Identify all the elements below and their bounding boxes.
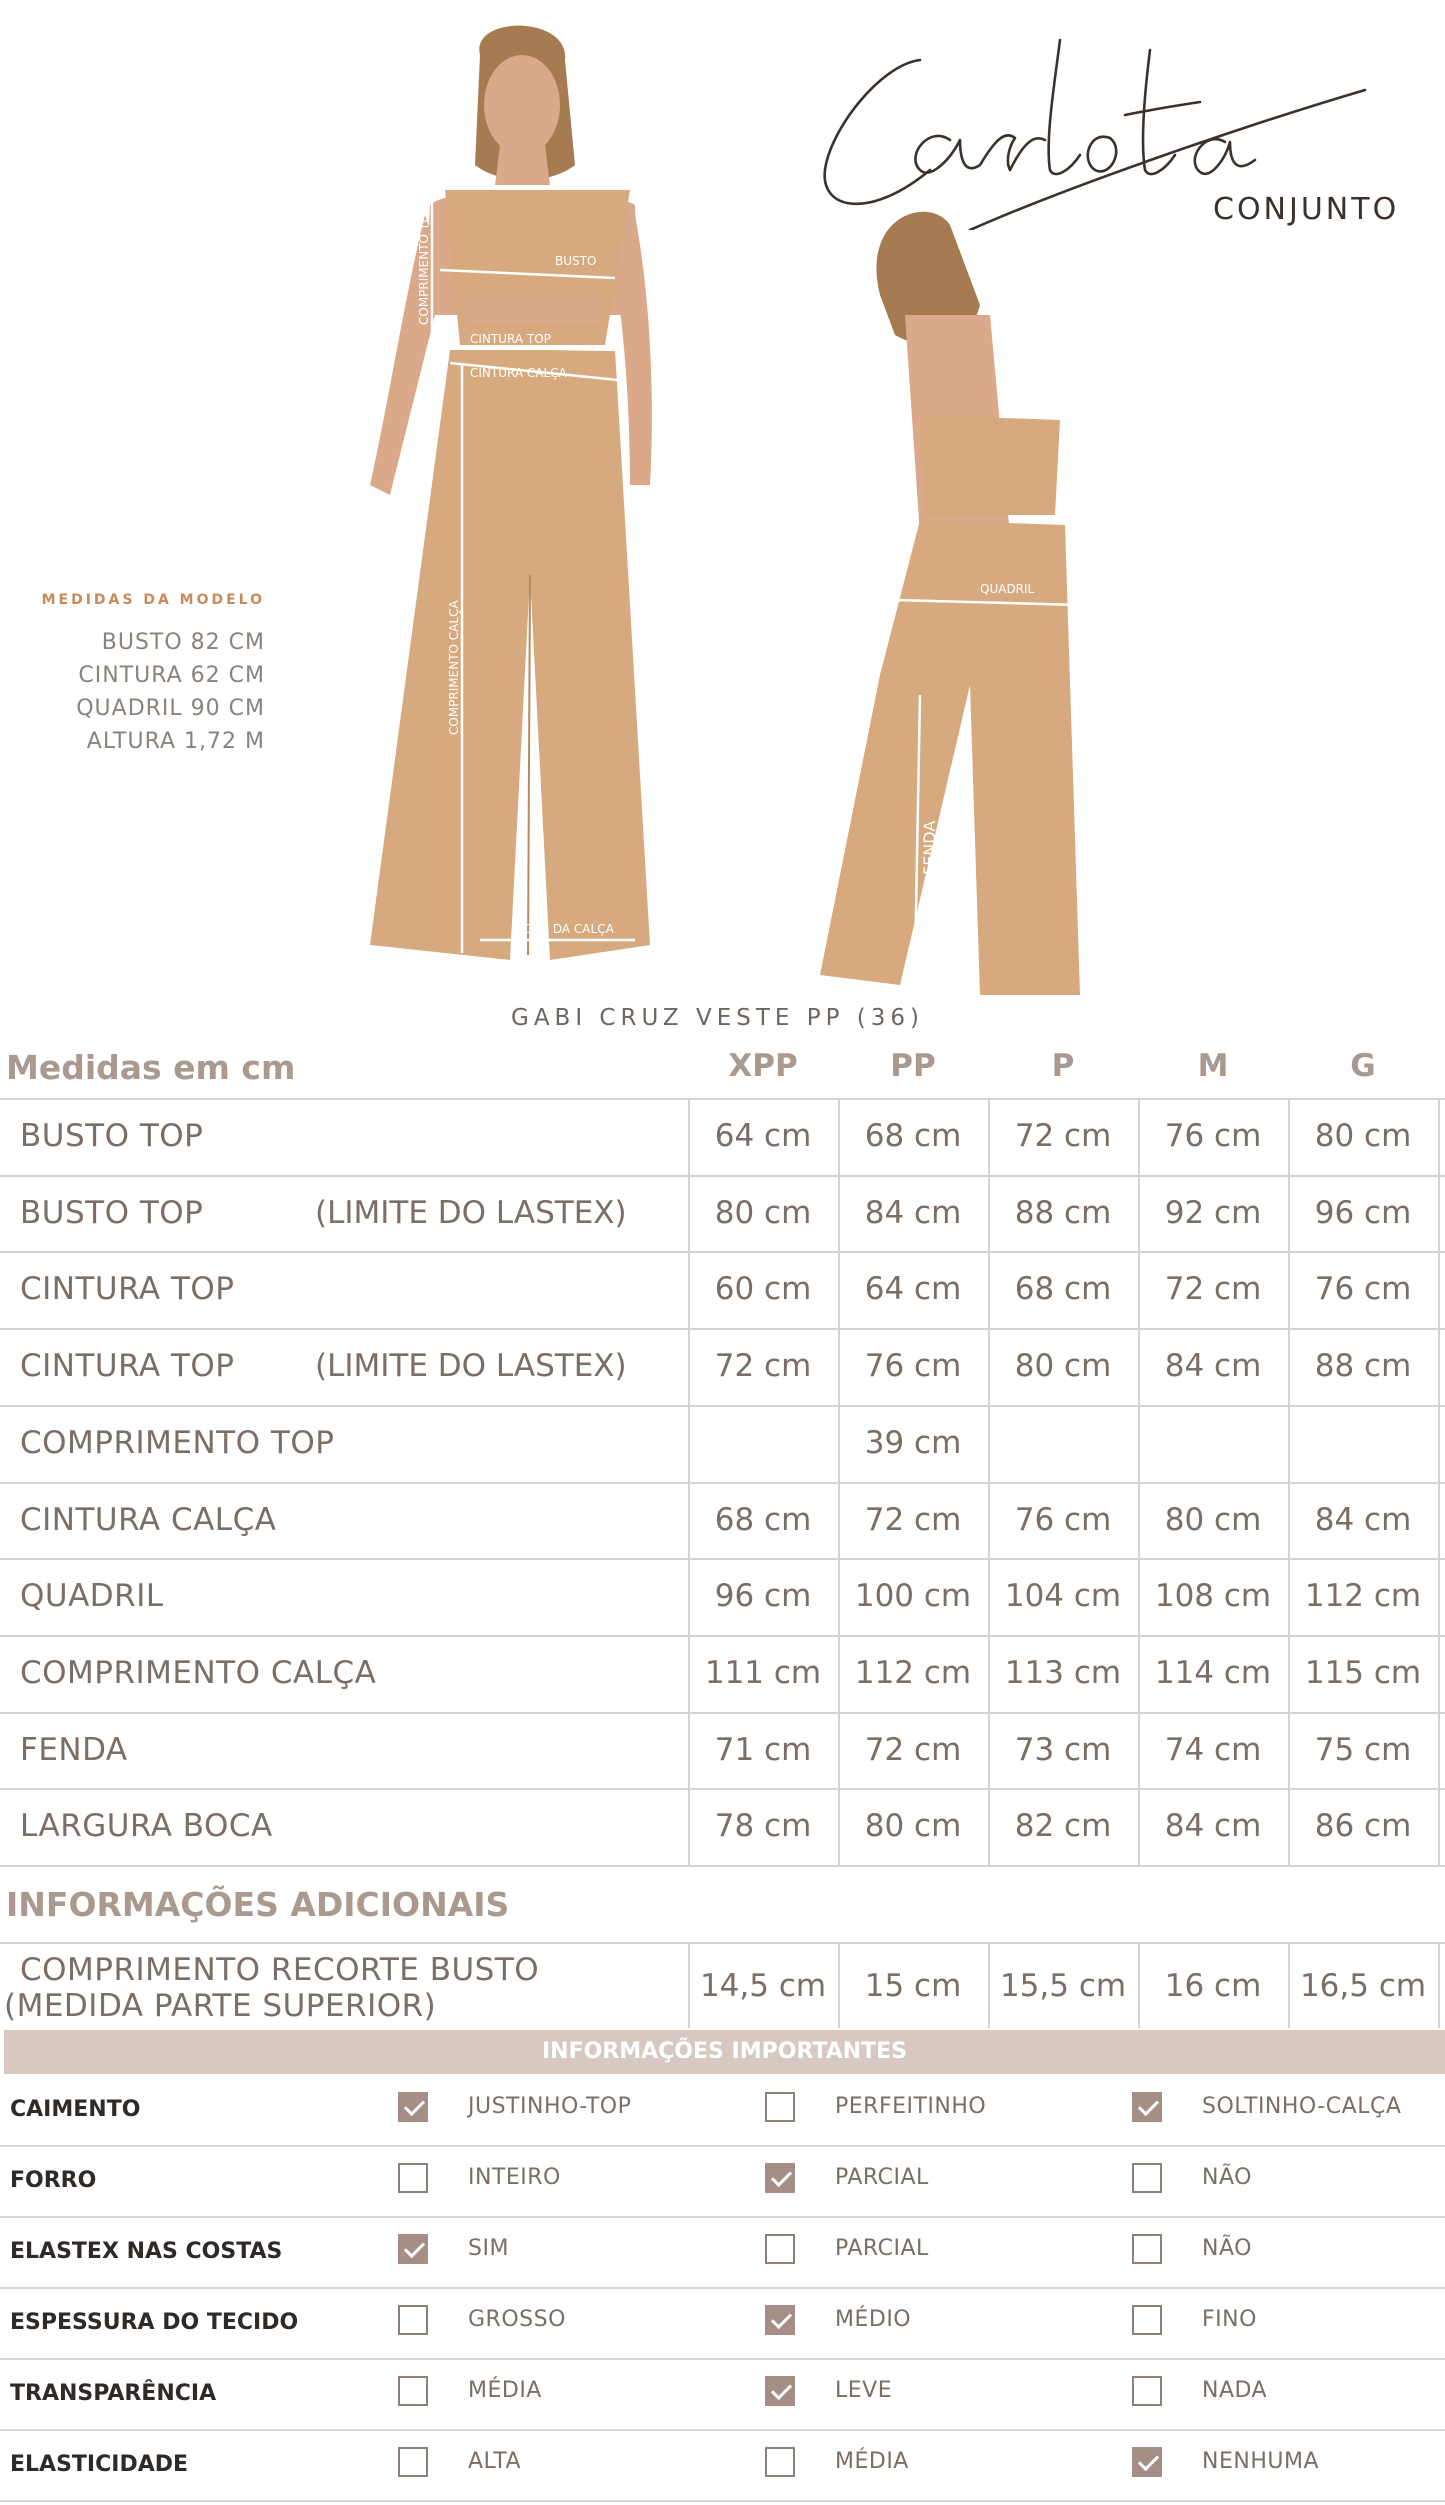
column-divider (1138, 1330, 1140, 1407)
row-cell: 72 cm (864, 1731, 962, 1768)
important-row-key: ESPESSURA DO TECIDO (10, 2310, 299, 2335)
column-divider (688, 1714, 690, 1791)
additional-info-title: INFORMAÇÕES ADICIONAIS (6, 1885, 510, 1924)
column-divider (1138, 1944, 1140, 2028)
column-divider (1138, 1714, 1140, 1791)
unchecked-checkbox[interactable] (398, 2447, 428, 2477)
row-cell: 115 cm (1304, 1654, 1422, 1691)
column-divider (1288, 1100, 1290, 1177)
row-cell: 92 cm (1164, 1194, 1262, 1231)
column-divider (988, 1177, 990, 1254)
column-divider (988, 1484, 990, 1561)
column-divider (1438, 1714, 1440, 1791)
unchecked-checkbox[interactable] (765, 2447, 795, 2477)
additional-row-label: COMPRIMENTO RECORTE BUSTO (20, 1952, 540, 1988)
unchecked-checkbox[interactable] (765, 2234, 795, 2264)
column-divider (1138, 1637, 1140, 1714)
row-cell: 73 cm (1014, 1731, 1112, 1768)
row-cell: 88 cm (1014, 1194, 1112, 1231)
row-cell: 64 cm (714, 1118, 812, 1154)
column-divider (1438, 1330, 1440, 1407)
column-divider (1438, 1560, 1440, 1637)
hero-section (0, 0, 1445, 1030)
important-row-key: FORRO (10, 2168, 97, 2193)
row-cell: 100 cm (854, 1578, 972, 1615)
option-label: PARCIAL (835, 2236, 929, 2261)
table-row (0, 1405, 1445, 1484)
option-label: MÉDIO (835, 2307, 912, 2332)
column-divider (988, 1407, 990, 1484)
important-row (0, 2217, 1445, 2289)
row-cell: 96 cm (714, 1578, 812, 1615)
column-divider (838, 1484, 840, 1561)
column-divider (1288, 1790, 1290, 1867)
option-label: PARCIAL (835, 2165, 929, 2190)
unchecked-checkbox[interactable] (398, 2163, 428, 2193)
size-header-pp: PP (890, 1048, 936, 1084)
column-divider (838, 1407, 840, 1484)
row-cell: 76 cm (864, 1348, 962, 1385)
option-label: PERFEITINHO (835, 2094, 987, 2119)
column-divider (688, 1253, 690, 1330)
label-fenda: FENDA (920, 820, 939, 875)
option-label: MÉDIA (468, 2378, 542, 2403)
column-divider (1288, 1484, 1290, 1561)
column-divider (988, 1637, 990, 1714)
row-cell: 80 cm (864, 1808, 962, 1845)
row-cell: 64 cm (864, 1271, 962, 1308)
column-divider (688, 1407, 690, 1484)
column-divider (1138, 1100, 1140, 1177)
column-divider (688, 1637, 690, 1714)
column-divider (988, 1944, 990, 2028)
row-cell: 82 cm (1014, 1808, 1112, 1845)
unchecked-checkbox[interactable] (1132, 2163, 1162, 2193)
important-row-key: ELASTICIDADE (10, 2452, 189, 2477)
table-row (0, 1635, 1445, 1714)
column-divider (1138, 1484, 1140, 1561)
column-divider (1438, 1790, 1440, 1867)
row-label: FENDA (20, 1731, 128, 1768)
column-divider (1288, 1407, 1290, 1484)
important-row-key: TRANSPARÊNCIA (10, 2381, 217, 2406)
row-cell: 86 cm (1314, 1808, 1412, 1845)
unchecked-checkbox[interactable] (765, 2092, 795, 2122)
column-divider (1138, 1253, 1140, 1330)
table-row (0, 1712, 1445, 1791)
model-photo-front (350, 15, 710, 985)
column-divider (1438, 1484, 1440, 1561)
option-label: SOLTINHO-CALÇA (1202, 2094, 1402, 2119)
table-row (0, 1558, 1445, 1637)
additional-row-cell: 16 cm (1164, 1968, 1262, 2004)
important-row (0, 2146, 1445, 2218)
column-divider (1288, 1714, 1290, 1791)
size-table-title: Medidas em cm (6, 1048, 296, 1087)
column-divider (1288, 1253, 1290, 1330)
row-sublabel: (LIMITE DO LASTEX) (315, 1348, 627, 1385)
column-divider (988, 1790, 990, 1867)
column-divider (1438, 1944, 1440, 2028)
row-cell: 76 cm (1014, 1501, 1112, 1538)
row-label: BUSTO TOP (20, 1118, 204, 1154)
model-measures-title: MEDIDAS DA MODELO (41, 592, 265, 608)
column-divider (688, 1100, 690, 1177)
column-divider (1288, 1944, 1290, 2028)
checked-checkbox[interactable] (765, 2305, 795, 2335)
column-divider (1438, 1100, 1440, 1177)
option-label: MÉDIA (835, 2449, 909, 2474)
row-sublabel: (LIMITE DO LASTEX) (315, 1194, 627, 1231)
column-divider (1138, 1407, 1140, 1484)
unchecked-checkbox[interactable] (1132, 2234, 1162, 2264)
row-cell: 114 cm (1154, 1654, 1272, 1691)
row-cell: 72 cm (1014, 1118, 1112, 1154)
column-divider (1438, 1637, 1440, 1714)
model-measure-busto: BUSTO 82 CM (101, 630, 265, 655)
row-cell: 60 cm (714, 1271, 812, 1308)
label-boca-da-calca: BOCA DA CALÇA (515, 922, 614, 936)
row-cell: 80 cm (1014, 1348, 1112, 1385)
column-divider (1438, 1407, 1440, 1484)
row-cell: 76 cm (1164, 1118, 1262, 1154)
column-divider (838, 1330, 840, 1407)
row-cell: 74 cm (1164, 1731, 1262, 1768)
row-label: COMPRIMENTO CALÇA (20, 1654, 377, 1691)
row-cell: 71 cm (714, 1731, 812, 1768)
row-cell: 84 cm (1314, 1501, 1412, 1538)
row-cell: 108 cm (1154, 1578, 1272, 1615)
important-row-key: ELASTEX NAS COSTAS (10, 2239, 283, 2264)
model-measure-cintura: CINTURA 62 CM (78, 663, 265, 688)
row-cell: 68 cm (714, 1501, 812, 1538)
table-row (0, 1328, 1445, 1407)
column-divider (688, 1177, 690, 1254)
table-row (0, 1482, 1445, 1561)
label-comprimento-top: COMPRIMENTO TOP (417, 206, 431, 325)
label-cintura-calca: CINTURA CALÇA (470, 366, 567, 380)
column-divider (988, 1330, 990, 1407)
size-header-p: P (1051, 1048, 1075, 1084)
column-divider (1138, 1177, 1140, 1254)
unchecked-checkbox[interactable] (1132, 2305, 1162, 2335)
column-divider (838, 1100, 840, 1177)
additional-row-cell: 15 cm (864, 1968, 962, 2004)
column-divider (1288, 1330, 1290, 1407)
row-cell: 68 cm (864, 1118, 962, 1154)
label-busto: BUSTO (555, 254, 597, 268)
size-header-xpp: XPP (728, 1048, 798, 1084)
option-label: LEVE (835, 2378, 893, 2403)
row-cell: 113 cm (1004, 1654, 1122, 1691)
row-cell: 72 cm (1164, 1271, 1262, 1308)
checked-checkbox[interactable] (1132, 2092, 1162, 2122)
row-cell: 84 cm (1164, 1348, 1262, 1385)
column-divider (838, 1790, 840, 1867)
table-row (0, 1251, 1445, 1330)
row-label: CINTURA TOP (20, 1348, 235, 1385)
column-divider (988, 1100, 990, 1177)
row-cell: 72 cm (864, 1501, 962, 1538)
option-label: ALTA (468, 2449, 522, 2474)
column-divider (838, 1177, 840, 1254)
size-header-m: M (1197, 1048, 1229, 1084)
additional-info-row (0, 1942, 1445, 2028)
important-row (0, 2430, 1445, 2502)
row-cell: 75 cm (1314, 1731, 1412, 1768)
row-label: BUSTO TOP (20, 1194, 204, 1231)
row-cell: 112 cm (854, 1654, 972, 1691)
column-divider (1138, 1790, 1140, 1867)
row-cell: 84 cm (1164, 1808, 1262, 1845)
checked-checkbox[interactable] (765, 2163, 795, 2193)
size-header-g: G (1350, 1048, 1376, 1084)
label-quadril: QUADRIL (980, 582, 1035, 596)
size-table-header (0, 1040, 1445, 1096)
column-divider (688, 1484, 690, 1561)
row-cell: 76 cm (1314, 1271, 1412, 1308)
label-comprimento-calca: COMPRIMENTO CALÇA (447, 600, 461, 735)
option-label: GROSSO (468, 2307, 566, 2332)
model-measure-altura: ALTURA 1,72 M (86, 729, 265, 754)
column-divider (688, 1560, 690, 1637)
column-divider (988, 1560, 990, 1637)
row-cell: 104 cm (1004, 1578, 1122, 1615)
table-bottom-border (0, 1865, 1445, 1867)
column-divider (1288, 1560, 1290, 1637)
additional-row-cell: 16,5 cm (1299, 1968, 1427, 2004)
option-label: JUSTINHO-TOP (468, 2094, 632, 2119)
important-row (0, 2075, 1445, 2147)
column-divider (1438, 1177, 1440, 1254)
column-divider (838, 1637, 840, 1714)
column-divider (838, 1714, 840, 1791)
additional-row-cell: 15,5 cm (999, 1968, 1127, 2004)
table-row (0, 1788, 1445, 1867)
column-divider (1288, 1637, 1290, 1714)
row-cell: 72 cm (714, 1348, 812, 1385)
model-measures (40, 592, 265, 758)
column-divider (838, 1253, 840, 1330)
row-label: QUADRIL (20, 1578, 164, 1615)
model-photo-back (800, 205, 1110, 1005)
checked-checkbox[interactable] (1132, 2447, 1162, 2477)
model-caption: GABI CRUZ VESTE PP (36) (511, 1005, 924, 1031)
brand-subtitle: CONJUNTO (1213, 192, 1400, 227)
checked-checkbox[interactable] (765, 2376, 795, 2406)
table-row (0, 1098, 1445, 1177)
unchecked-checkbox[interactable] (398, 2305, 428, 2335)
row-cell: 68 cm (1014, 1271, 1112, 1308)
option-label: SIM (468, 2236, 509, 2261)
column-divider (988, 1714, 990, 1791)
unchecked-checkbox[interactable] (398, 2376, 428, 2406)
option-label: FINO (1202, 2307, 1257, 2332)
column-divider (688, 1944, 690, 2028)
row-cell: 39 cm (864, 1424, 962, 1461)
option-label: NÃO (1202, 2165, 1252, 2190)
checked-checkbox[interactable] (398, 2234, 428, 2264)
row-label: CINTURA CALÇA (20, 1501, 277, 1538)
column-divider (838, 1944, 840, 2028)
column-divider (1288, 1177, 1290, 1254)
row-label: LARGURA BOCA (20, 1808, 273, 1845)
row-cell: 84 cm (864, 1194, 962, 1231)
row-label: COMPRIMENTO TOP (20, 1424, 335, 1461)
important-row (0, 2288, 1445, 2360)
column-divider (988, 1253, 990, 1330)
option-label: NÃO (1202, 2236, 1252, 2261)
option-label: NADA (1202, 2378, 1268, 2403)
option-label: NENHUMA (1202, 2449, 1319, 2474)
row-cell: 112 cm (1304, 1578, 1422, 1615)
column-divider (688, 1330, 690, 1407)
row-cell: 88 cm (1314, 1348, 1412, 1385)
important-row-key: CAIMENTO (10, 2097, 141, 2122)
row-cell: 80 cm (1164, 1501, 1262, 1538)
row-cell: 80 cm (714, 1194, 812, 1231)
column-divider (838, 1560, 840, 1637)
column-divider (688, 1790, 690, 1867)
additional-row-sublabel: (MEDIDA PARTE SUPERIOR) (4, 1988, 437, 2024)
unchecked-checkbox[interactable] (1132, 2376, 1162, 2406)
row-cell: 80 cm (1314, 1118, 1412, 1154)
row-cell: 96 cm (1314, 1194, 1412, 1231)
table-row (0, 1175, 1445, 1254)
row-cell: 111 cm (704, 1654, 822, 1691)
option-label: INTEIRO (468, 2165, 561, 2190)
row-label: CINTURA TOP (20, 1271, 235, 1308)
row-cell: 78 cm (714, 1808, 812, 1845)
column-divider (1438, 1253, 1440, 1330)
column-divider (1138, 1560, 1140, 1637)
important-info-bar: INFORMAÇÕES IMPORTANTES (4, 2030, 1445, 2074)
additional-row-cell: 14,5 cm (699, 1968, 827, 2004)
important-row (0, 2359, 1445, 2431)
model-measure-quadril: QUADRIL 90 CM (76, 696, 265, 721)
label-cintura-top: CINTURA TOP (470, 332, 551, 346)
checked-checkbox[interactable] (398, 2092, 428, 2122)
